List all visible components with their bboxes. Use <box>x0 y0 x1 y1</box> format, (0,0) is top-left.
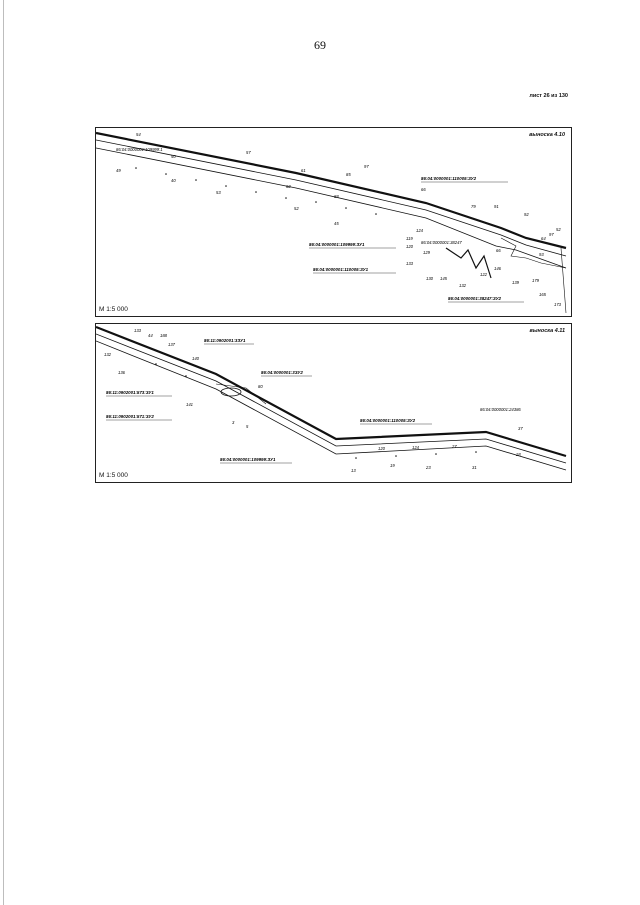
point-label: 91 <box>494 204 499 209</box>
point-label: 124 <box>412 445 419 450</box>
point-label: 50 <box>171 154 176 159</box>
point-label: 92 <box>524 212 529 217</box>
point-label: 66 <box>496 248 501 253</box>
boundary-points <box>135 167 377 215</box>
point-label: 124 <box>416 228 423 233</box>
point-label: 141 <box>186 402 193 407</box>
point-label: 52 <box>294 206 299 211</box>
point-label: 122 <box>480 272 487 277</box>
point-label: 27 <box>452 444 457 449</box>
point-label: 53 <box>216 190 221 195</box>
point-label: 57 <box>246 150 251 155</box>
road-edge-bottom <box>96 341 566 470</box>
boundary-points <box>155 363 477 459</box>
point-label: 31 <box>472 465 477 470</box>
cadastral-small-label: 86:04:0000001:109999:1 <box>116 147 163 152</box>
point-label: 120 <box>378 446 385 451</box>
road-edge-mid <box>96 140 566 256</box>
point-label: 130 <box>426 276 433 281</box>
point-label: 133 <box>406 261 413 266</box>
point-label: 66 <box>421 187 426 192</box>
point-label: 145 <box>440 276 447 281</box>
point-label: 188 <box>160 333 167 338</box>
callout-label: выноска 4.10 <box>529 132 565 138</box>
point-label: 85 <box>346 172 351 177</box>
cadastral-label: 86:04:0000001:110005:ЗУ2 <box>421 176 477 181</box>
point-label: 52 <box>556 227 561 232</box>
road-edge-mid <box>96 334 566 463</box>
point-label: 40 <box>171 178 176 183</box>
point-label: 13 <box>351 468 356 473</box>
point-label: 45 <box>334 221 339 226</box>
cadastral-label: 86:11:0902001:573:ЗУ1 <box>106 390 154 395</box>
point-label: 28 <box>516 452 521 457</box>
cadastral-label: 86:04:0000001:109999:ЗУ1 <box>309 242 365 247</box>
point-labels <box>116 132 562 307</box>
point-label: 88 <box>334 194 339 199</box>
point-label: 97 <box>364 164 369 169</box>
point-label: 120 <box>406 244 413 249</box>
scale-label: М 1:5 000 <box>99 306 128 313</box>
point-label: 93 <box>539 252 544 257</box>
point-label: 80 <box>258 384 263 389</box>
point-label: 133 <box>134 328 141 333</box>
point-label: 136 <box>118 370 125 375</box>
point-label: 129 <box>423 250 430 255</box>
point-label: 132 <box>459 283 466 288</box>
point-label: 79 <box>471 204 476 209</box>
point-label: 61 <box>301 168 306 173</box>
cadastral-label: 86:04:0000001:109999:ЗУ1 <box>220 457 276 462</box>
point-label: 97 <box>549 232 554 237</box>
point-label: 19 <box>390 463 395 468</box>
point-label: 37 <box>518 426 523 431</box>
point-label: 173 <box>554 302 561 307</box>
point-label: 49 <box>116 168 121 173</box>
road-edge-top <box>96 327 566 456</box>
sheet-label: лист 26 из 130 <box>529 93 568 99</box>
cadastral-small-label: 86:04:0000001:38247 <box>421 240 462 245</box>
map-panel-4-11 <box>95 323 572 483</box>
point-label: 179 <box>532 278 539 283</box>
point-label: 119 <box>406 236 413 241</box>
cadastral-label: 86:04:0000001:3ЗУ2 <box>261 370 303 375</box>
point-label: 64 <box>541 236 546 241</box>
road-edge-top <box>96 133 566 248</box>
point-label: 54 <box>136 132 141 137</box>
cadastral-label: 86:11:0902001:3ЗУ1 <box>204 338 246 343</box>
map-drawing-4-10 <box>96 128 571 316</box>
point-label: 140 <box>192 356 199 361</box>
point-label: 62 <box>286 184 291 189</box>
point-label: 5 <box>246 424 249 429</box>
cadastral-label: 86:04:0000001:110005:ЗУ2 <box>360 418 416 423</box>
point-label: 165 <box>539 292 546 297</box>
map-panel-4-10 <box>95 127 572 317</box>
cadastral-small-label: 86:04:0000001:24386 <box>480 407 521 412</box>
scale-label: М 1:5 000 <box>99 472 128 479</box>
point-labels <box>104 328 523 473</box>
point-label: 132 <box>104 352 111 357</box>
point-label: 137 <box>168 342 175 347</box>
point-label: 139 <box>512 280 519 285</box>
callout-label: выноска 4.11 <box>529 328 565 334</box>
cadastral-label: 86:11:0902001:571:ЗУ2 <box>106 414 154 419</box>
map-drawing-4-11 <box>96 324 571 482</box>
point-label: 44 <box>148 333 153 338</box>
point-label: 3 <box>232 420 235 425</box>
scan-edge <box>3 0 4 905</box>
point-label: 23 <box>426 465 431 470</box>
cadastral-label: 86:04:0000001:110005:ЗУ1 <box>313 267 369 272</box>
cadastral-label: 86:04:0000001:38247:ЗУ2 <box>448 296 501 301</box>
page-number: 69 <box>314 38 326 52</box>
point-label: 146 <box>494 266 501 271</box>
